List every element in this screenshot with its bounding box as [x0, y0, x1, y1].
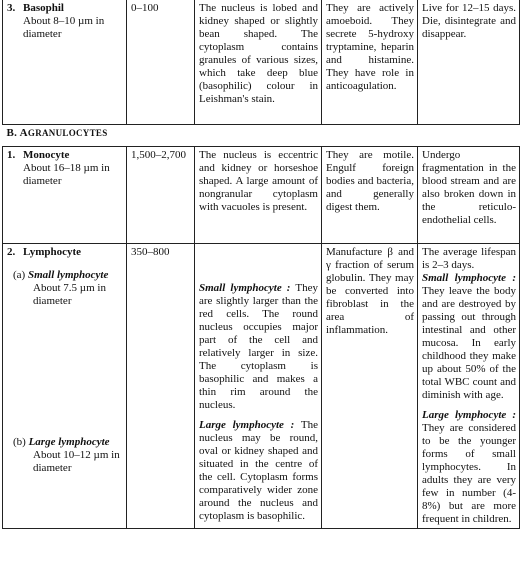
- subitem-size: About 10–12 µm in diameter: [33, 448, 120, 474]
- table-row-basophil: [3, 0, 520, 124]
- lymphocyte-lifespan: The average lifespan is 2–3 days.: [422, 245, 516, 271]
- subitem-name: Small lymphocyte: [27, 268, 109, 281]
- cell-function: They are actively amoeboid. They secrete 5-hydroxy tryptamine, heparin and histamine. They have role in anticoagulation.: [326, 2, 414, 92]
- cell-monocyte-morphology: [195, 146, 322, 243]
- subitem-large-lymphocyte: [7, 436, 123, 475]
- subitem-label: (a): [13, 268, 26, 281]
- cell-lymphocyte-function: [322, 243, 418, 528]
- cell-basophil-name: [3, 0, 127, 124]
- cell-basophil-count: [127, 0, 195, 124]
- large-lymphocyte-fate: They are considered to be the younger forms of small lymphocytes. In adults they are very few in number (4-8%) but are more frequent in children.: [422, 421, 516, 525]
- subitem-name: Large lymphocyte: [28, 435, 110, 448]
- cell-basophil-function: [322, 0, 418, 124]
- cell-lymphocyte-name: [3, 243, 127, 528]
- cell-morphology: The nucleus is lobed and kidney shaped or slightly bean shaped. The cytoplasm contains granules of various sizes, which take deep blue (basophilic) colour in Leishman's stain.: [199, 2, 318, 105]
- cell-basophil-fate: [418, 0, 520, 124]
- large-lymphocyte-morphology: The nucleus may be round, oval or kidney shaped and situated in the centre of the cell. Cytoplasm forms comparatively wider zone around the nucleus and cytoplasm is basophilic.: [199, 418, 318, 522]
- cell-monocyte-fate: [418, 146, 520, 243]
- leukocyte-table: [2, 0, 520, 529]
- section-title-initial: A: [19, 126, 28, 139]
- small-lymphocyte-fate-title: Small lymphocyte :: [422, 271, 516, 284]
- large-lymphocyte-fate-title: Large lymphocyte :: [422, 408, 516, 421]
- section-title-rest: GRANULOCYTES: [27, 127, 108, 138]
- cell-name: Lymphocyte: [23, 245, 82, 258]
- cell-function: Manufacture β and γ fraction of serum globulin. They may be converted into fibroblast in the area of inflammation.: [326, 245, 414, 336]
- table-row-monocyte: [3, 146, 520, 243]
- cell-count: 350–800: [131, 245, 170, 258]
- cell-fate: Undergo fragmentation in the blood stream and are also broken down in the reticulo-endothelial cells.: [422, 148, 516, 226]
- row-number: 1.: [7, 148, 16, 161]
- section-heading: [7, 127, 108, 139]
- cell-lymphocyte-fate: [418, 243, 520, 528]
- cell-name: Basophil: [23, 2, 64, 14]
- cell-name: Monocyte: [23, 148, 70, 161]
- section-row-agranulocytes: [3, 124, 520, 146]
- row-number: 3.: [7, 2, 16, 14]
- section-prefix: B.: [6, 126, 18, 139]
- large-lymphocyte-morph-title: Large lymphocyte :: [199, 418, 295, 431]
- subitem-label: (b): [13, 435, 26, 448]
- subitem-small-lymphocyte: [7, 269, 123, 308]
- cell-lymphocyte-morphology: [195, 243, 322, 528]
- small-lymphocyte-fate: They leave the body and are destroyed by passing out through intestinal and other mucosa. In early childhood they make up about 50% of the total WBC count and diminish with age.: [422, 284, 516, 401]
- cell-size: About 16–18 µm in diameter: [23, 161, 110, 187]
- subitem-size: About 7.5 µm in diameter: [33, 281, 106, 307]
- small-lymphocyte-morph-title: Small lymphocyte :: [199, 281, 291, 294]
- cell-count: 0–100: [131, 2, 159, 14]
- cell-basophil-morphology: [195, 0, 322, 124]
- cell-monocyte-count: [127, 146, 195, 243]
- cell-function: They are motile. Engulf foreign bodies and bacteria, and generally digest them.: [326, 148, 414, 213]
- cell-monocyte-name: [3, 146, 127, 243]
- table-row-lymphocyte: [3, 243, 520, 528]
- cell-morphology: The nucleus is eccentric and kidney or horseshoe shaped. A large amount of nongranular cytoplasm with vacuoles is present.: [199, 148, 318, 213]
- section-heading-cell: [3, 124, 520, 146]
- cell-monocyte-function: [322, 146, 418, 243]
- cell-fate: Live for 12–15 days. Die, disintegrate and disappear.: [422, 2, 516, 40]
- row-number: 2.: [7, 245, 16, 258]
- cell-count: 1,500–2,700: [131, 148, 186, 161]
- cell-lymphocyte-count: [127, 243, 195, 528]
- small-lymphocyte-morphology: They are slightly larger than the red cells. The round nucleus occupies major part of the cell and relatively larger in size. The cytoplasm is basophilic and makes a thin rim around the nucleus.: [199, 281, 318, 411]
- cell-size: About 8–10 µm in diameter: [23, 15, 105, 40]
